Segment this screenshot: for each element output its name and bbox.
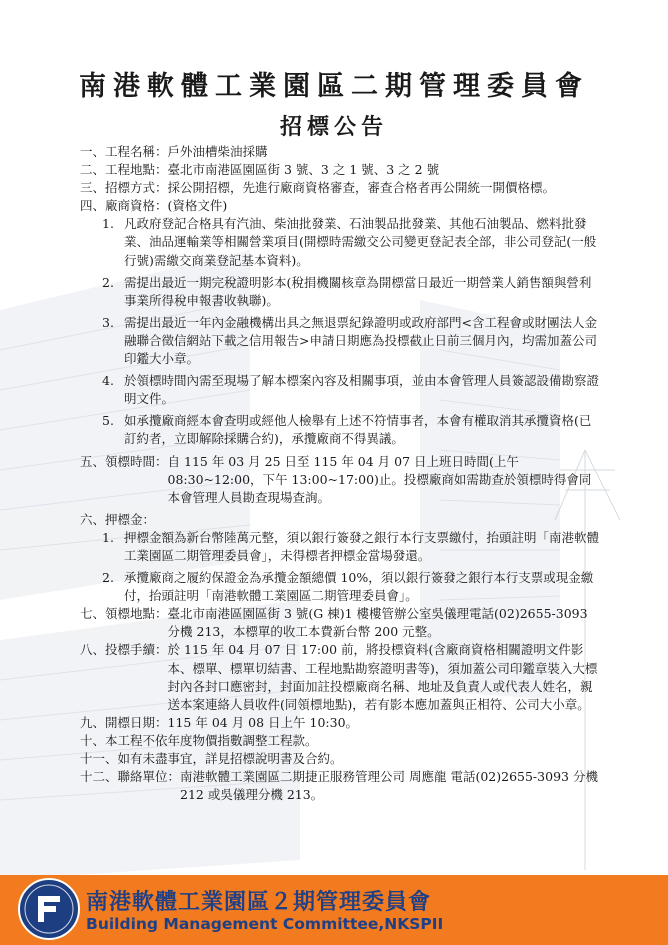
item-tender-method: 三、招標方式： 採公開招標，先進行廠商資格審查，審查合格者再公開統一開價格標。: [80, 180, 556, 196]
item-project-location: 二、工程地點： 臺北市南港區園區街 3 號、3 之 1 號、3 之 2 號: [80, 162, 440, 178]
park-emblem-icon: [34, 892, 64, 926]
page-title: 南港軟體工業園區二期管理委員會: [79, 71, 589, 102]
qualification-point: 1. 凡政府登記合格具有汽油、柴油批發業、石油製品批發業、其他石油製品、燃料批發業、油品運輸業等相關營業項目(開標時需繳交公司變更登記表全部，非公司登記(一般行號)需繳交商業登記基本資料)。: [102, 216, 597, 268]
notice-body: [80, 143, 600, 804]
committee-logo: [18, 878, 80, 940]
item-pickup-place: 七、領標地點： 臺北市南港區園區街 3 號(G 棟)1 樓樓管辦公室吳儀理電話(02)2655-3093 分機 213，本標單的收工本費新台幣 200 元整。: [80, 606, 588, 640]
item-deposit: 六、押標金：: [80, 511, 156, 527]
item-contact: 十二、聯絡單位： 南港軟體工業園區二期捷正服務管理公司 周應龍 電話(02)2655-3093 分機 212 或吳儀理分機 213。: [80, 769, 598, 803]
qualification-point: 5. 如承攬廠商經本會查明或經他人檢舉有上述不符情事者，本會有權取消其承攬資格(已訂約者，立即解除採購合約)，承攬廠商不得異議。: [102, 413, 592, 447]
item-other-matters: 十一、如有未盡事宜，詳見招標說明書及合約。: [80, 751, 343, 766]
footer-committee-name: 南港軟體工業園區２期管理委員會: [86, 890, 432, 915]
item-qualification: 四、廠商資格： (資格文件): [80, 198, 228, 214]
item-pickup-time: 五、領標時間： 自 115 年 03 月 25 日至 115 年 04 月 07 日上班日時間(上午08:30~12:00，下午 13:00~17:00)止。投標廠商如需勘查於領標時得會同本會管理人員勘查現場查詢。: [80, 453, 592, 505]
page-subtitle: 招標公告: [279, 114, 388, 140]
deposit-point: 1. 押標金額為新台幣陸萬元整，須以銀行簽發之銀行本行支票繳付，抬頭註明「南港軟體工業園區二期管理委員會」，未得標者押標金當場發還。: [102, 529, 600, 563]
footer-committee-name-en: Building Management Committee,NKSPII: [86, 915, 444, 933]
qualification-point: 4. 於領標時間內需至現場了解本標案內容及相關事項，並由本會管理人員簽認設備勘察證明文件。: [102, 373, 600, 407]
item-project-name: 一、工程名稱： 戶外油槽柴油採購: [80, 144, 268, 159]
qualification-point: 2. 需提出最近一期完稅證明影本(稅捐機關核章為開標當日最近一期營業人銷售額與營利事業所得稅申報書收執聯)。: [102, 274, 592, 308]
item-procedure: 八、投標手續： 於 115 年 04 月 07 日 17:00 前，將投標資料(含廠商資格相關證明文件影本、標單、標單切結書、工程地點勘察證明書等)，須加蓋公司印鑑章裝入大標封內各封口應密封，封面加註投標廠商名稱、地址及負責人或代表人姓名，親送本案連絡人員收件(同領標地點)，若有影本應加蓋與正相符、公司大小章。: [80, 642, 598, 712]
qualification-point: 3. 需提出最近一年內金融機構出具之無退票紀錄證明或政府部門<含工程會或財團法人金融聯合徵信網站下載之信用報告>申請日期應為投標截止日前三個月內，均需加蓋公司印鑑大小章。: [102, 314, 597, 367]
deposit-point: 2. 承攬廠商之履約保證金為承攬金額總價 10%，須以銀行簽發之銀行本行支票或現金繳付，抬頭註明「南港軟體工業園區二期管理委員會」。: [102, 570, 594, 604]
item-opening-date: 九、開標日期： 115 年 04 月 08 日上午 10:30。: [80, 714, 359, 730]
item-price-index: 十、本工程不依年度物價指數調整工程款。: [80, 732, 318, 748]
